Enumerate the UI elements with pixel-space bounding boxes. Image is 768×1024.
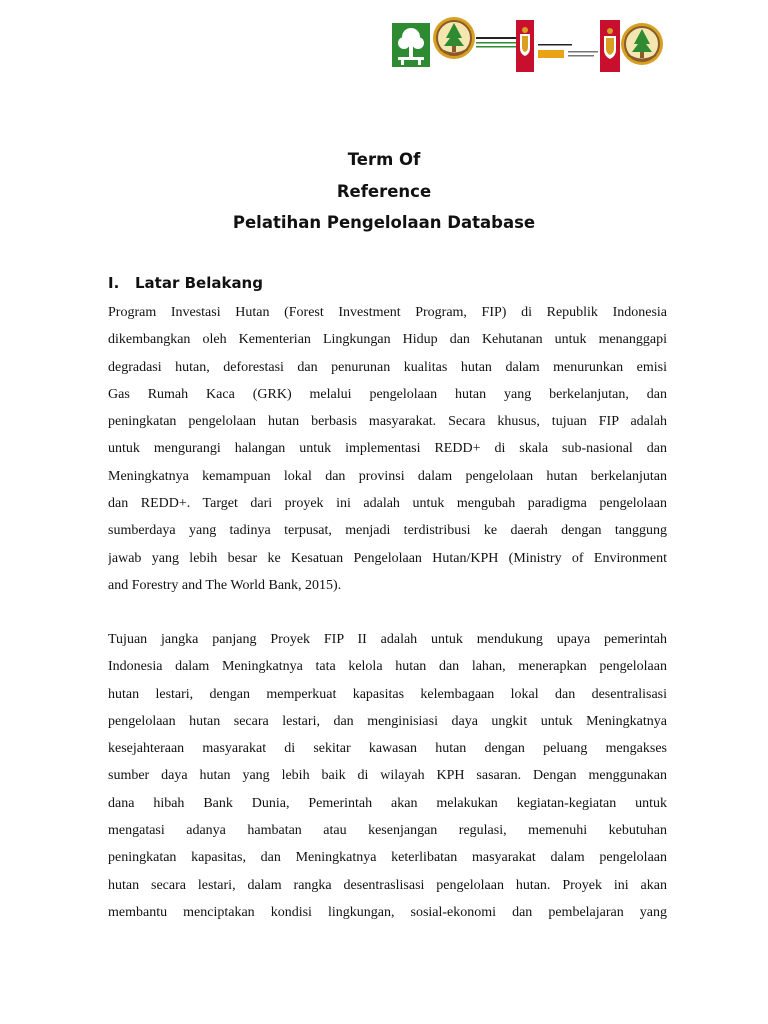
paragraph-line: Tujuan jangka panjang Proyek FIP II adalah untuk mendukung upaya pemerintah [108,632,667,647]
paragraph-line: hutan lestari, dengan memperkuat kapasitas kelembagaan lokal dan desentralisasi [108,686,667,702]
danida-logo [516,20,606,72]
paragraph-line: kesejahteraan masyarakat di sekitar kawasan hutan dengan peluang mengakses [108,741,667,757]
section-number: I. [108,274,120,292]
denmark-coat-of-arms-logo [600,20,620,72]
paragraph-line: peningkatan pengelolaan hutan berbasis masyarakat. Secara khusus, tujuan FIP adalah [108,414,667,430]
ministry-emblem-logo-2 [620,22,664,66]
paragraph-line: sumberdaya yang tadinya terpusat, menjadi terdistribusi ke daerah dengan tanggung [108,523,667,539]
paragraph-line: sumber daya hutan yang lebih baik di wilayah KPH sasaran. Dengan menggunakan [108,768,667,784]
paragraph-line: Gas Rumah Kaca (GRK) melalui pengelolaan hutan yang berkelanjutan, dan [108,386,667,402]
section-title: Latar Belakang [135,274,263,292]
paragraph-line: and Forestry and The World Bank, 2015). [108,577,342,593]
paragraph-line: dikembangkan oleh Kementerian Lingkungan Hidup dan Kehutanan untuk menanggapi [108,332,667,348]
paragraph-line: Indonesia dalam Meningkatnya tata kelola hutan dan lahan, menerapkan pengelolaan [108,659,667,675]
paragraph-2 [108,626,667,926]
paragraph-line: dan REDD+. Target dari proyek ini adalah untuk mengubah paradigma pengelolaan [108,496,667,512]
document-title [0,148,768,243]
paragraph-line: dana hibah Bank Dunia, Pemerintah akan melakukan kegiatan-kegiatan untuk [108,795,667,811]
paragraph-1 [108,299,667,599]
paragraph-line: untuk mengurangi halangan untuk implementasi REDD+ di skala sub-nasional dan [108,441,667,457]
header-logos [390,16,670,76]
title-line-training-name: Pelatihan Pengelolaan Database [232,213,536,232]
forest-logo [392,23,430,67]
ministry-emblem-logo [432,16,476,60]
paragraph-line: pengelolaan hutan secara lestari, dan menginisiasi daya ungkit untuk Meningkatnya [108,713,667,729]
title-line-term-of: Term Of [347,150,421,169]
section-heading-latar-belakang [108,274,263,292]
paragraph-line: degradasi hutan, deforestasi dan penurunan kualitas hutan dalam menurunkan emisi [108,359,667,375]
paragraph-line: Program Investasi Hutan (Forest Investment Program, FIP) di Republik Indonesia [108,305,667,320]
paragraph-line: Meningkatnya kemampuan lokal dan provinsi dalam pengelolaan hutan berkelanjutan [108,468,667,484]
paragraph-line: peningkatan kapasitas, dan Meningkatnya keterlibatan masyarakat dalam pengelolaan [108,850,667,866]
paragraph-line: mengatasi adanya hambatan atau kesenjangan regulasi, memenuhi kebutuhan [108,823,667,839]
paragraph-line: hutan secara lestari, dalam rangka desentraslisasi pengelolaan hutan. Proyek ini akan [108,877,667,893]
title-line-reference: Reference [336,181,432,201]
paragraph-line: jawab yang lebih besar ke Kesatuan Pengelolaan Hutan/KPH (Ministry of Environment [108,550,667,566]
paragraph-line: membantu menciptakan kondisi lingkungan, sosial-ekonomi dan pembelajaran yang [108,904,667,920]
